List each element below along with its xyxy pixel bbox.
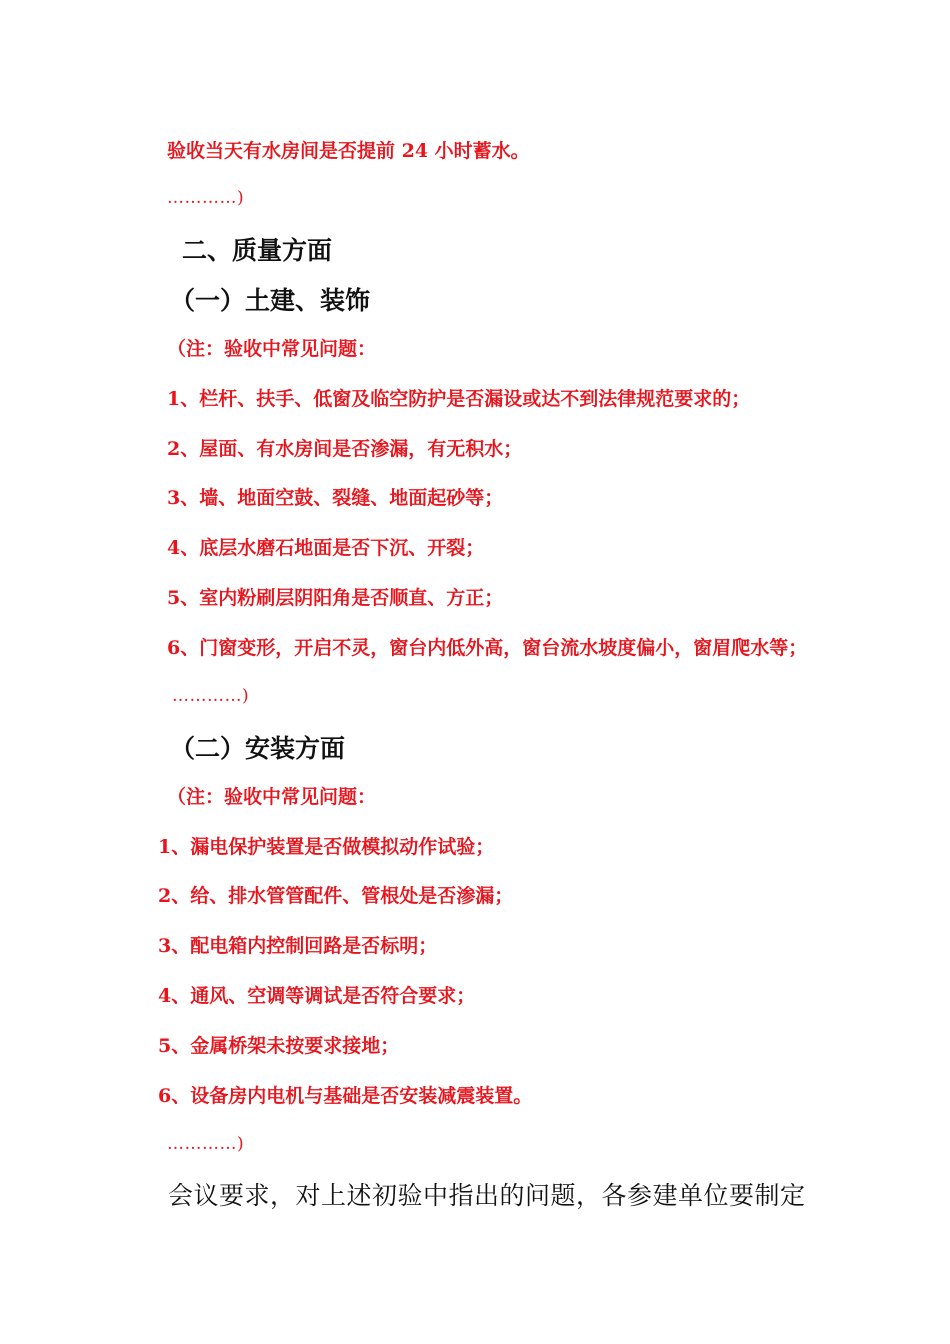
subsection-civil-heading: （一）土建、装饰	[170, 286, 371, 315]
install-item-2: 2、给、排水管管配件、管根处是否渗漏；	[158, 885, 514, 907]
civil-item-2: 2、屋面、有水房间是否渗漏，有无积水；	[167, 438, 523, 460]
civil-item-5: 5、室内粉刷层阴阳角是否顺直、方正；	[167, 587, 504, 609]
civil-item-1: 1、栏杆、扶手、低窗及临空防护是否漏设或达不到法律规范要求的；	[167, 388, 751, 410]
civil-item-4: 4、底层水磨石地面是否下沉、开裂；	[167, 537, 485, 559]
install-item-1: 1、漏电保护装置是否做模拟动作试验；	[158, 836, 495, 858]
ellipsis-2: …………)	[172, 686, 250, 706]
ellipsis-1: …………)	[167, 188, 245, 208]
civil-note: （注：验收中常见问题：	[167, 338, 377, 360]
install-note: （注：验收中常见问题：	[167, 786, 377, 808]
civil-item-3: 3、墙、地面空鼓、裂缝、地面起砂等；	[167, 487, 504, 509]
subsection-install-heading: （二）安装方面	[170, 734, 346, 763]
install-item-5: 5、金属桥架未按要求接地；	[158, 1035, 400, 1057]
water-storage-line: 验收当天有水房间是否提前 24 小时蓄水。	[167, 140, 530, 162]
install-item-4: 4、通风、空调等调试是否符合要求；	[158, 985, 476, 1007]
civil-item-6: 6、门窗变形，开启不灵，窗台内低外高，窗台流水坡度偏小，窗眉爬水等；	[167, 637, 808, 659]
install-item-3: 3、配电箱内控制回路是否标明；	[158, 935, 438, 957]
meeting-requirement-paragraph: 会议要求，对上述初验中指出的问题，各参建单位要制定	[168, 1181, 806, 1210]
section-quality-heading: 二、质量方面	[182, 236, 333, 265]
ellipsis-3: …………)	[167, 1134, 245, 1154]
install-item-6: 6、设备房内电机与基础是否安装减震装置。	[158, 1085, 533, 1107]
